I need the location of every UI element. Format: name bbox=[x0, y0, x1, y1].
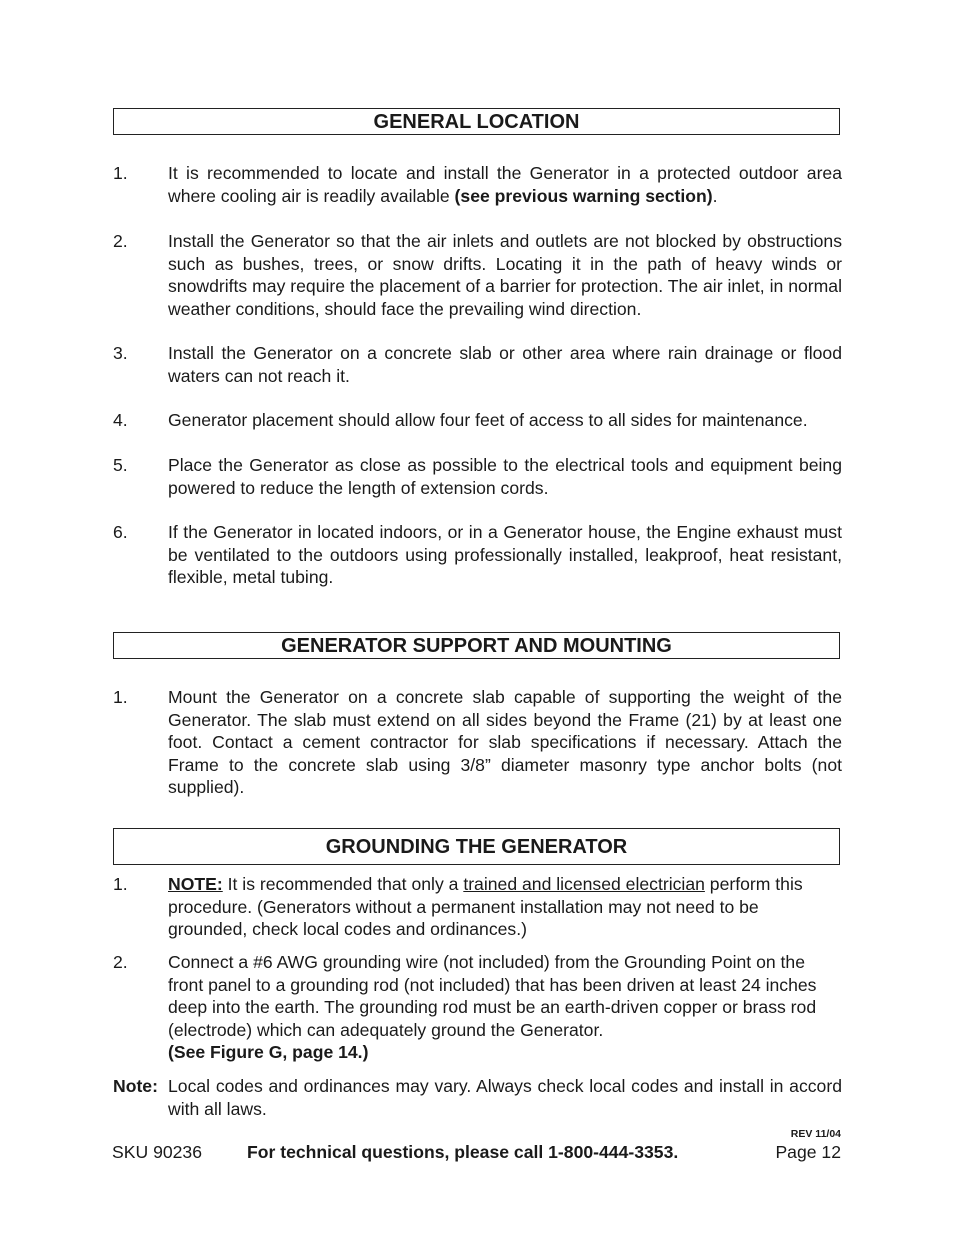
section-heading-support-mounting: GENERATOR SUPPORT AND MOUNTING bbox=[113, 632, 840, 659]
item-text: It is recommended to locate and install the Generator in a protected outdoor area where cooling air is readily available (see previous warning section). bbox=[168, 163, 842, 206]
list-item bbox=[113, 454, 842, 499]
item-text: NOTE: It is recommended that only a trained and licensed electrician perform this procedure. (Generators without a permanent installation may not need to be grounded, check local codes and ordinances.) bbox=[168, 874, 803, 939]
item-number: 5. bbox=[113, 455, 128, 475]
note-label: NOTE: bbox=[168, 874, 223, 894]
list-item bbox=[113, 686, 842, 799]
item-number: 4. bbox=[113, 410, 128, 430]
item-text: Mount the Generator on a concrete slab capable of supporting the weight of the Generator. The slab must extend on all sides beyond the Frame (21) by at least one foot. Contact a cement contractor for slab specifications if necessary. Attach the Frame to the concrete slab using 3/8” diameter masonry type anchor bolts (not supplied). bbox=[168, 687, 842, 797]
sku-label: SKU 90236 bbox=[112, 1142, 202, 1162]
revision-label: REV 11/04 bbox=[790, 1128, 841, 1140]
item-text: Generator placement should allow four feet of access to all sides for maintenance. bbox=[168, 410, 808, 430]
figure-reference: (See Figure G, page 14.) bbox=[168, 1042, 369, 1062]
bold-reference: (see previous warning section) bbox=[454, 185, 713, 206]
page-number: Page 12 bbox=[775, 1142, 841, 1162]
item-number: 2. bbox=[113, 952, 128, 972]
note-text: Local codes and ordinances may vary. Always check local codes and install in accord with all laws. bbox=[168, 1076, 842, 1119]
list-item bbox=[113, 409, 842, 432]
item-text: Install the Generator on a concrete slab or other area where rain drainage or flood waters can not reach it. bbox=[168, 343, 842, 386]
item-text: Install the Generator so that the air inlets and outlets are not blocked by obstructions such as bushes, trees, or snow drifts. Locating it in the path of heavy winds or snowdrifts may require the placement of a barrier for protection. The air inlet, in normal weather conditions, should face the prevailing wind direction. bbox=[168, 231, 842, 319]
list-item bbox=[113, 951, 842, 1064]
item-number: 1. bbox=[113, 687, 128, 707]
section-heading-general-location: GENERAL LOCATION bbox=[113, 108, 840, 135]
item-number: 1. bbox=[113, 163, 128, 183]
note-label: Note: bbox=[113, 1076, 158, 1096]
item-number: 3. bbox=[113, 343, 128, 363]
list-item bbox=[113, 521, 842, 589]
item-number: 6. bbox=[113, 522, 128, 542]
note-block bbox=[113, 1075, 842, 1120]
list-item bbox=[113, 162, 842, 207]
underlined-text: trained and licensed electrician bbox=[463, 874, 705, 894]
list-item bbox=[113, 342, 842, 387]
item-text: Place the Generator as close as possible to the electrical tools and equipment being powered to reduce the length of extension cords. bbox=[168, 455, 842, 498]
list-item bbox=[113, 230, 842, 320]
tech-support-phone: For technical questions, please call 1-800-444-3353. bbox=[247, 1142, 679, 1162]
item-text: If the Generator in located indoors, or in a Generator house, the Engine exhaust must be ventilated to the outdoors using professionally installed, leakproof, heat resistant, flexible, metal tubing. bbox=[168, 522, 842, 587]
item-number: 1. bbox=[113, 874, 128, 894]
item-number: 2. bbox=[113, 231, 128, 251]
section-heading-grounding: GROUNDING THE GENERATOR bbox=[113, 828, 840, 865]
list-item bbox=[113, 873, 842, 941]
item-text: Connect a #6 AWG grounding wire (not included) from the Grounding Point on the front panel to a grounding rod (not included) that has been driven at least 24 inches deep into the earth. The grounding rod must be an earth-driven copper or brass rod (electrode) which can adequately ground the Generator. (See Figure G, page 14.) bbox=[168, 952, 817, 1062]
